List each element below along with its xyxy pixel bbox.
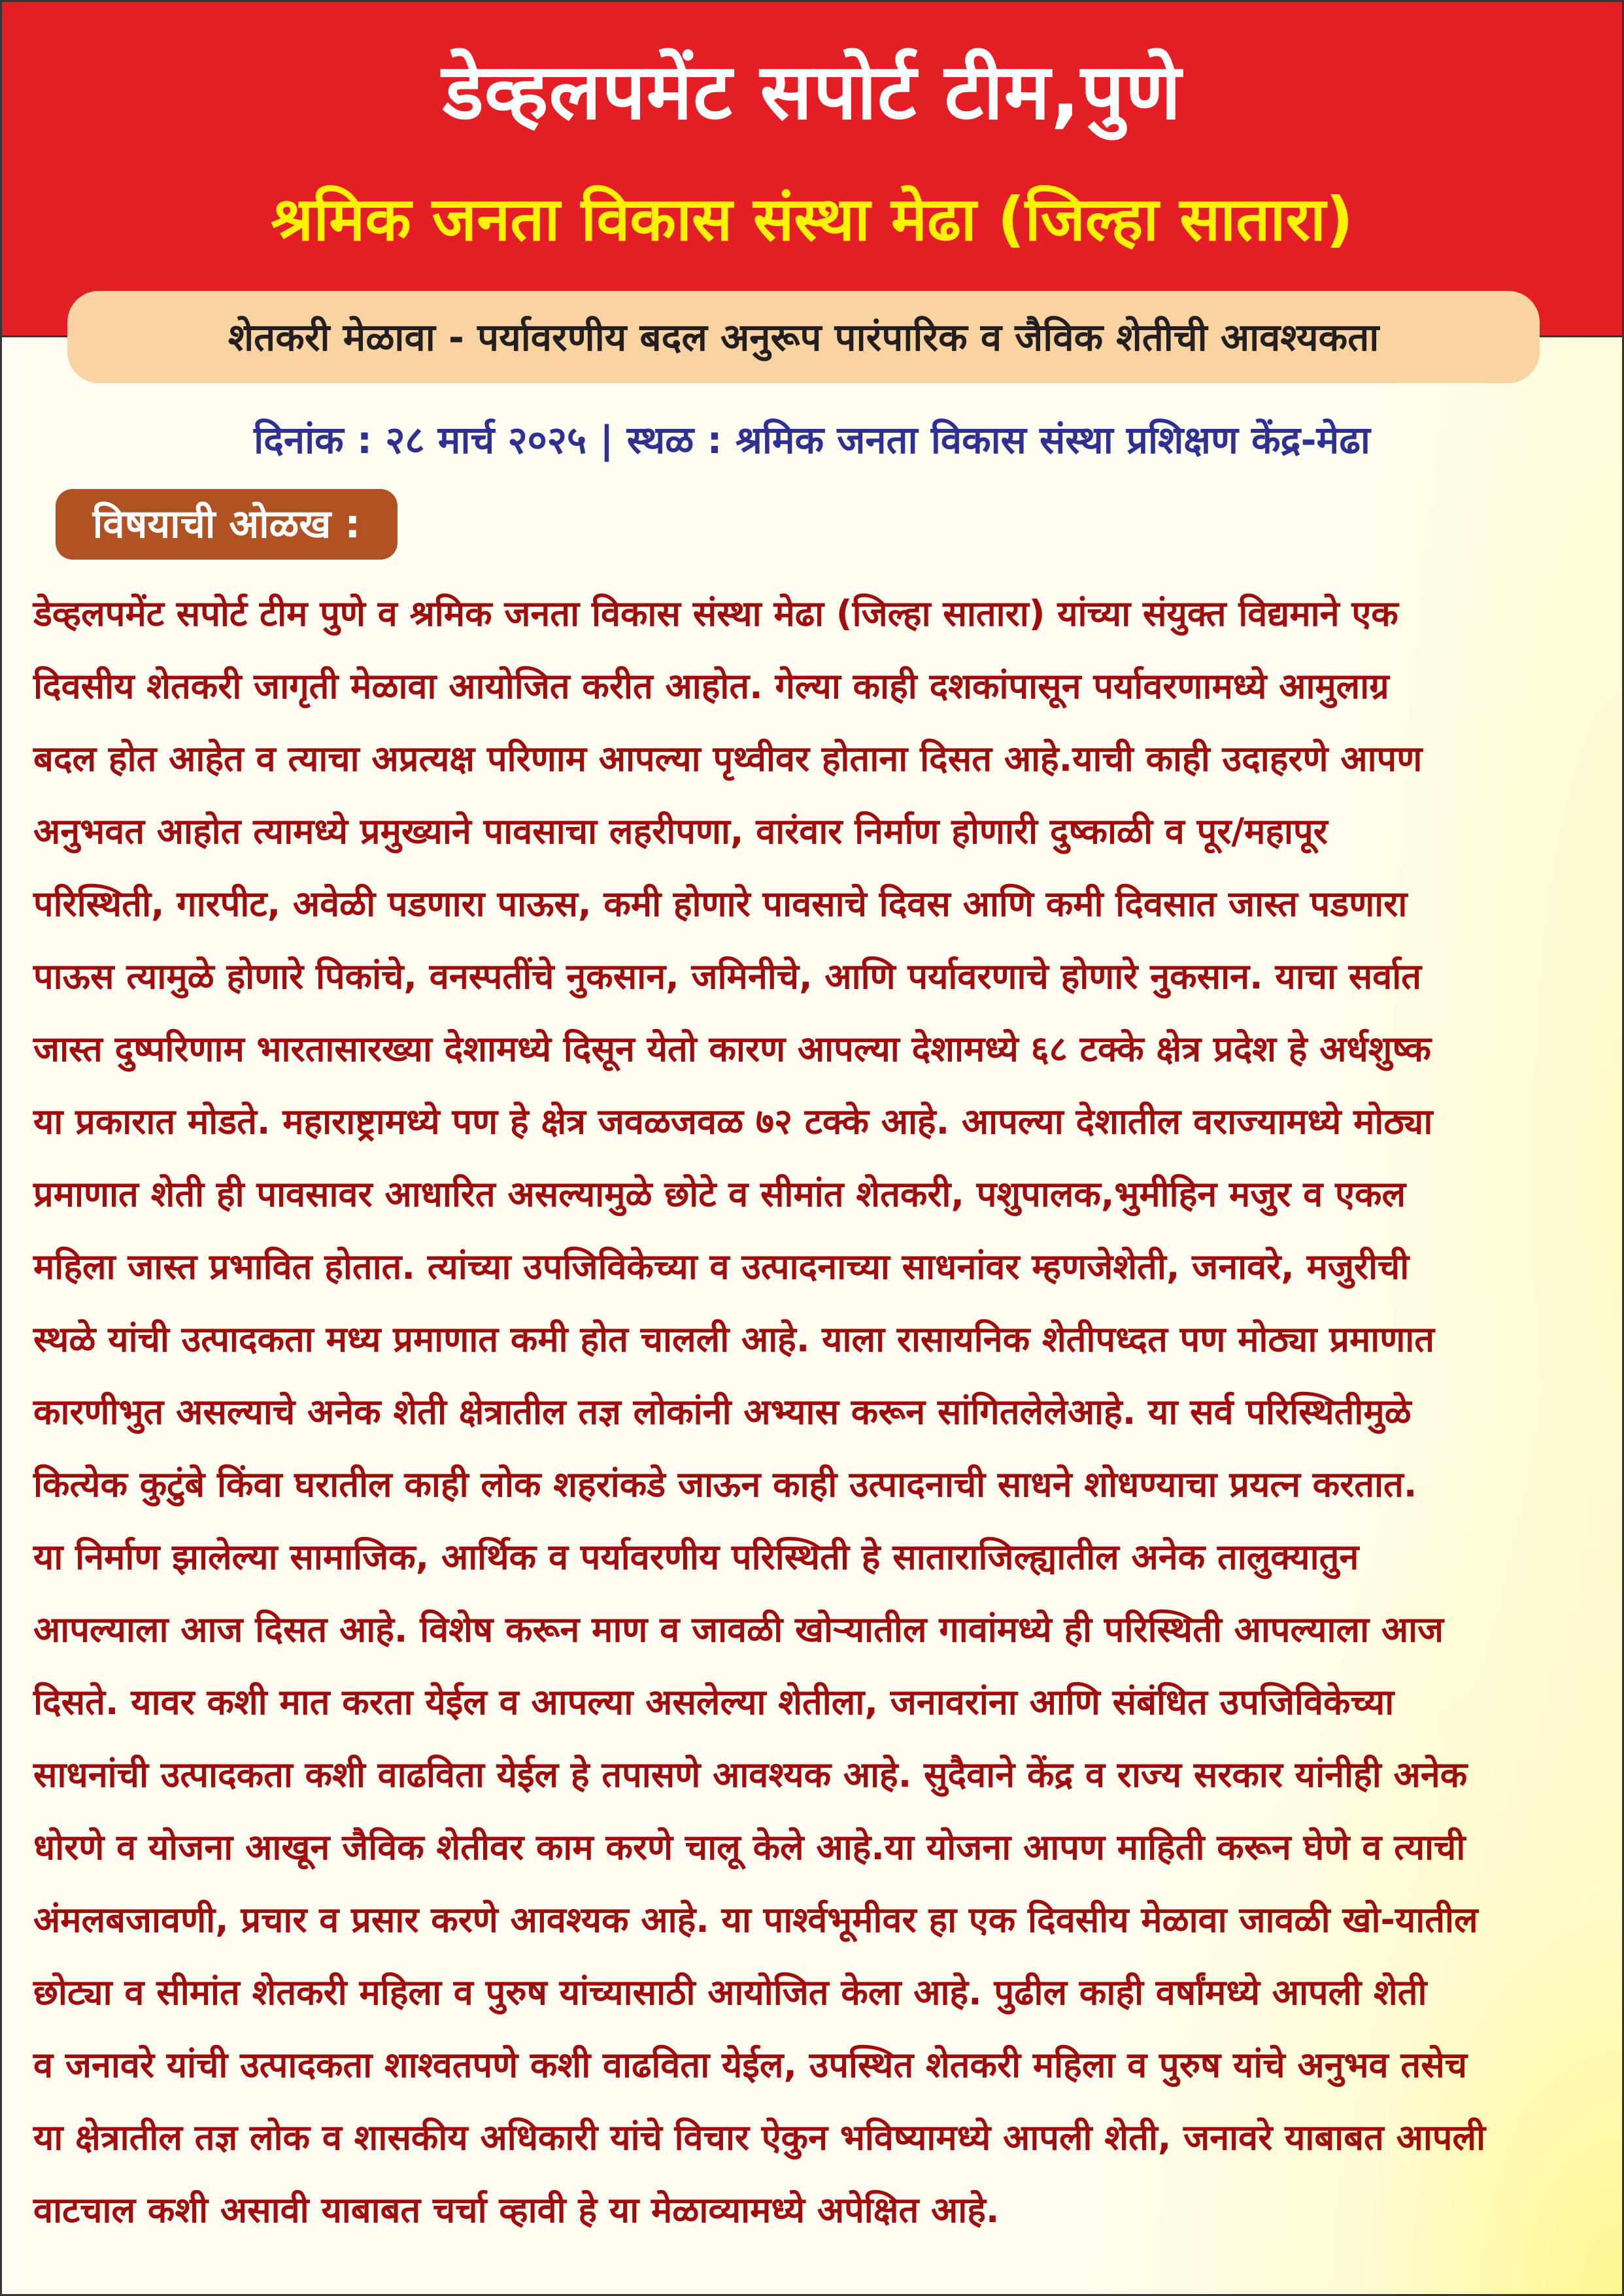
body-line: साधनांची उत्पादकता कशी वाढविता येईल हे तपासणे आवश्यक आहे. सुदैवाने केंद्र व राज्य सरकार यांनीही अनेक (33, 1754, 1468, 1795)
body-line: व जनावरे यांची उत्पादकता शाश्वतपणे कशी वाढविता येईल, उपस्थित शेतकरी महिला व पुरुष यांचे अनुभव तसेच (33, 2044, 1467, 2085)
body-line: अंमलबजावणी, प्रचार व प्रसार करणे आवश्यक आहे. या पार्श्वभूमीवर हा एक दिवसीय मेळावा जावळी खो-यातील (33, 1899, 1478, 1940)
section-label (56, 489, 398, 560)
body-line: स्थळे यांची उत्पादकता मध्य प्रमाणात कमी होत चालली आहे. याला रासायनिक शेतीपध्दत पण मोठ्या प्रमाणात (33, 1319, 1435, 1360)
introduction-body (33, 577, 1602, 2246)
theme-banner (67, 291, 1540, 383)
header-band (2, 2, 1622, 337)
body-line: कित्येक कुटुंबे किंवा घरातील काही लोक शहरांकडे जाऊन काही उत्पादनाची साधने शोधण्याचा प्रयत्न करतात. (33, 1464, 1417, 1505)
body-line: जास्त दुष्परिणाम भारतासारख्या देशामध्ये दिसून येतो कारण आपल्या देशामध्ये ६८ टक्के क्षेत्र प्रदेश हे अर्धशुष्क (33, 1028, 1431, 1070)
event-date-venue: दिनांक : २८ मार्च २०२५ | स्थळ : श्रमिक जनता विकास संस्था प्रशिक्षण केंद्र-मेढा (254, 418, 1370, 462)
body-line: या निर्माण झालेल्या सामाजिक, आर्थिक व पर्यावरणीय परिस्थिती हे साताराजिल्ह्यातील अनेक तालुक्यातुन (33, 1536, 1359, 1578)
section-label-text: विषयाची ओळख : (92, 501, 361, 547)
body-line: अनुभवत आहोत त्यामध्ये प्रमुख्याने पावसाचा लहरीपणा, वारंवार निर्माण होणारी दुष्काळी व पूर/महापूर (33, 811, 1328, 852)
body-line: बदल होत आहेत व त्याचा अप्रत्यक्ष परिणाम आपल्या पृथ्वीवर होताना दिसत आहे.याची काही उदाहरणे आपण (33, 738, 1423, 779)
body-line: कारणीभुत असल्याचे अनेक शेती क्षेत्रातील तज्ञ लोकांनी अभ्यास करून सांगितलेलेआहे. या सर्व परिस्थितीमुळे (33, 1391, 1412, 1432)
body-line: डेव्हलपमेंट सपोर्ट टीम पुणे व श्रमिक जनता विकास संस्था मेढा (जिल्हा सातारा) यांच्या संयुक्त विद्यमाने एक (33, 593, 1398, 634)
organization-title: डेव्हलपमेंट सपोर्ट टीम,पुणे (442, 46, 1182, 137)
body-line: दिवसीय शेतकरी जागृती मेळावा आयोजित करीत आहोत. गेल्या काही दशकांपासून पर्यावरणामध्ये आमुलाग्र (33, 666, 1389, 707)
body-line: पाऊस त्यामुळे होणारे पिकांचे, वनस्पतींचे नुकसान, जमिनीचे, आणि पर्यावरणाचे होणारे नुकसान. याचा सर्वात (33, 956, 1422, 997)
body-line: प्रमाणात शेती ही पावसावर आधारित असल्यामुळे छोटे व सीमांत शेतकरी, पशुपालक,भुमीहिन मजुर व एकल (33, 1173, 1406, 1215)
body-line: महिला जास्त प्रभावित होतात. त्यांच्या उपजिविकेच्या व उत्पादनाच्या साधनांवर म्हणजेशेती, जनावरे, मजुरीची (33, 1246, 1410, 1287)
body-line: दिसते. यावर कशी मात करता येईल व आपल्या असलेल्या शेतीला, जनावरांना आणि संबंधित उपजिविकेच्या (33, 1681, 1395, 1723)
body-line: या प्रकारात मोडते. महाराष्ट्रामध्ये पण हे क्षेत्र जवळजवळ ७२ टक्के आहे. आपल्या देशातील वराज्यामध्ये मोठ्या (33, 1101, 1433, 1142)
body-line: छोट्या व सीमांत शेतकरी महिला व पुरुष यांच्यासाठी आयोजित केला आहे. पुढील काही वर्षांमध्ये आपली शेती (33, 1972, 1427, 2013)
body-line: धोरणे व योजना आखून जैविक शेतीवर काम करणे चालू केले आहे.या योजना आपण माहिती करून घेणे व त्याची (33, 1827, 1466, 1868)
body-line: परिस्थिती, गारपीट, अवेळी पडणारा पाऊस, कमी होणारे पावसाचे दिवस आणि कमी दिवसात जास्त पडणारा (33, 883, 1408, 924)
body-line: वाटचाल कशी असावी याबाबत चर्चा व्हावी हे या मेळाव्यामध्ये अपेक्षित आहे. (33, 2189, 1000, 2231)
theme-text: शेतकरी मेळावा - पर्यावरणीय बदल अनुरूप पारंपारिक व जैविक शेतीची आवश्यकता (228, 314, 1379, 360)
body-line: या क्षेत्रातील तज्ञ लोक व शासकीय अधिकारी यांचे विचार ऐकुन भविष्यामध्ये आपली शेती, जनावरे याबाबत आपली (33, 2117, 1486, 2158)
organization-subtitle: श्रमिक जनता विकास संस्था मेढा (जिल्हा सातारा) (271, 184, 1353, 254)
body-line: आपल्याला आज दिसत आहे. विशेष करून माण व जावळी खोऱ्यातील गावांमध्ये ही परिस्थिती आपल्याला आज (33, 1609, 1444, 1650)
